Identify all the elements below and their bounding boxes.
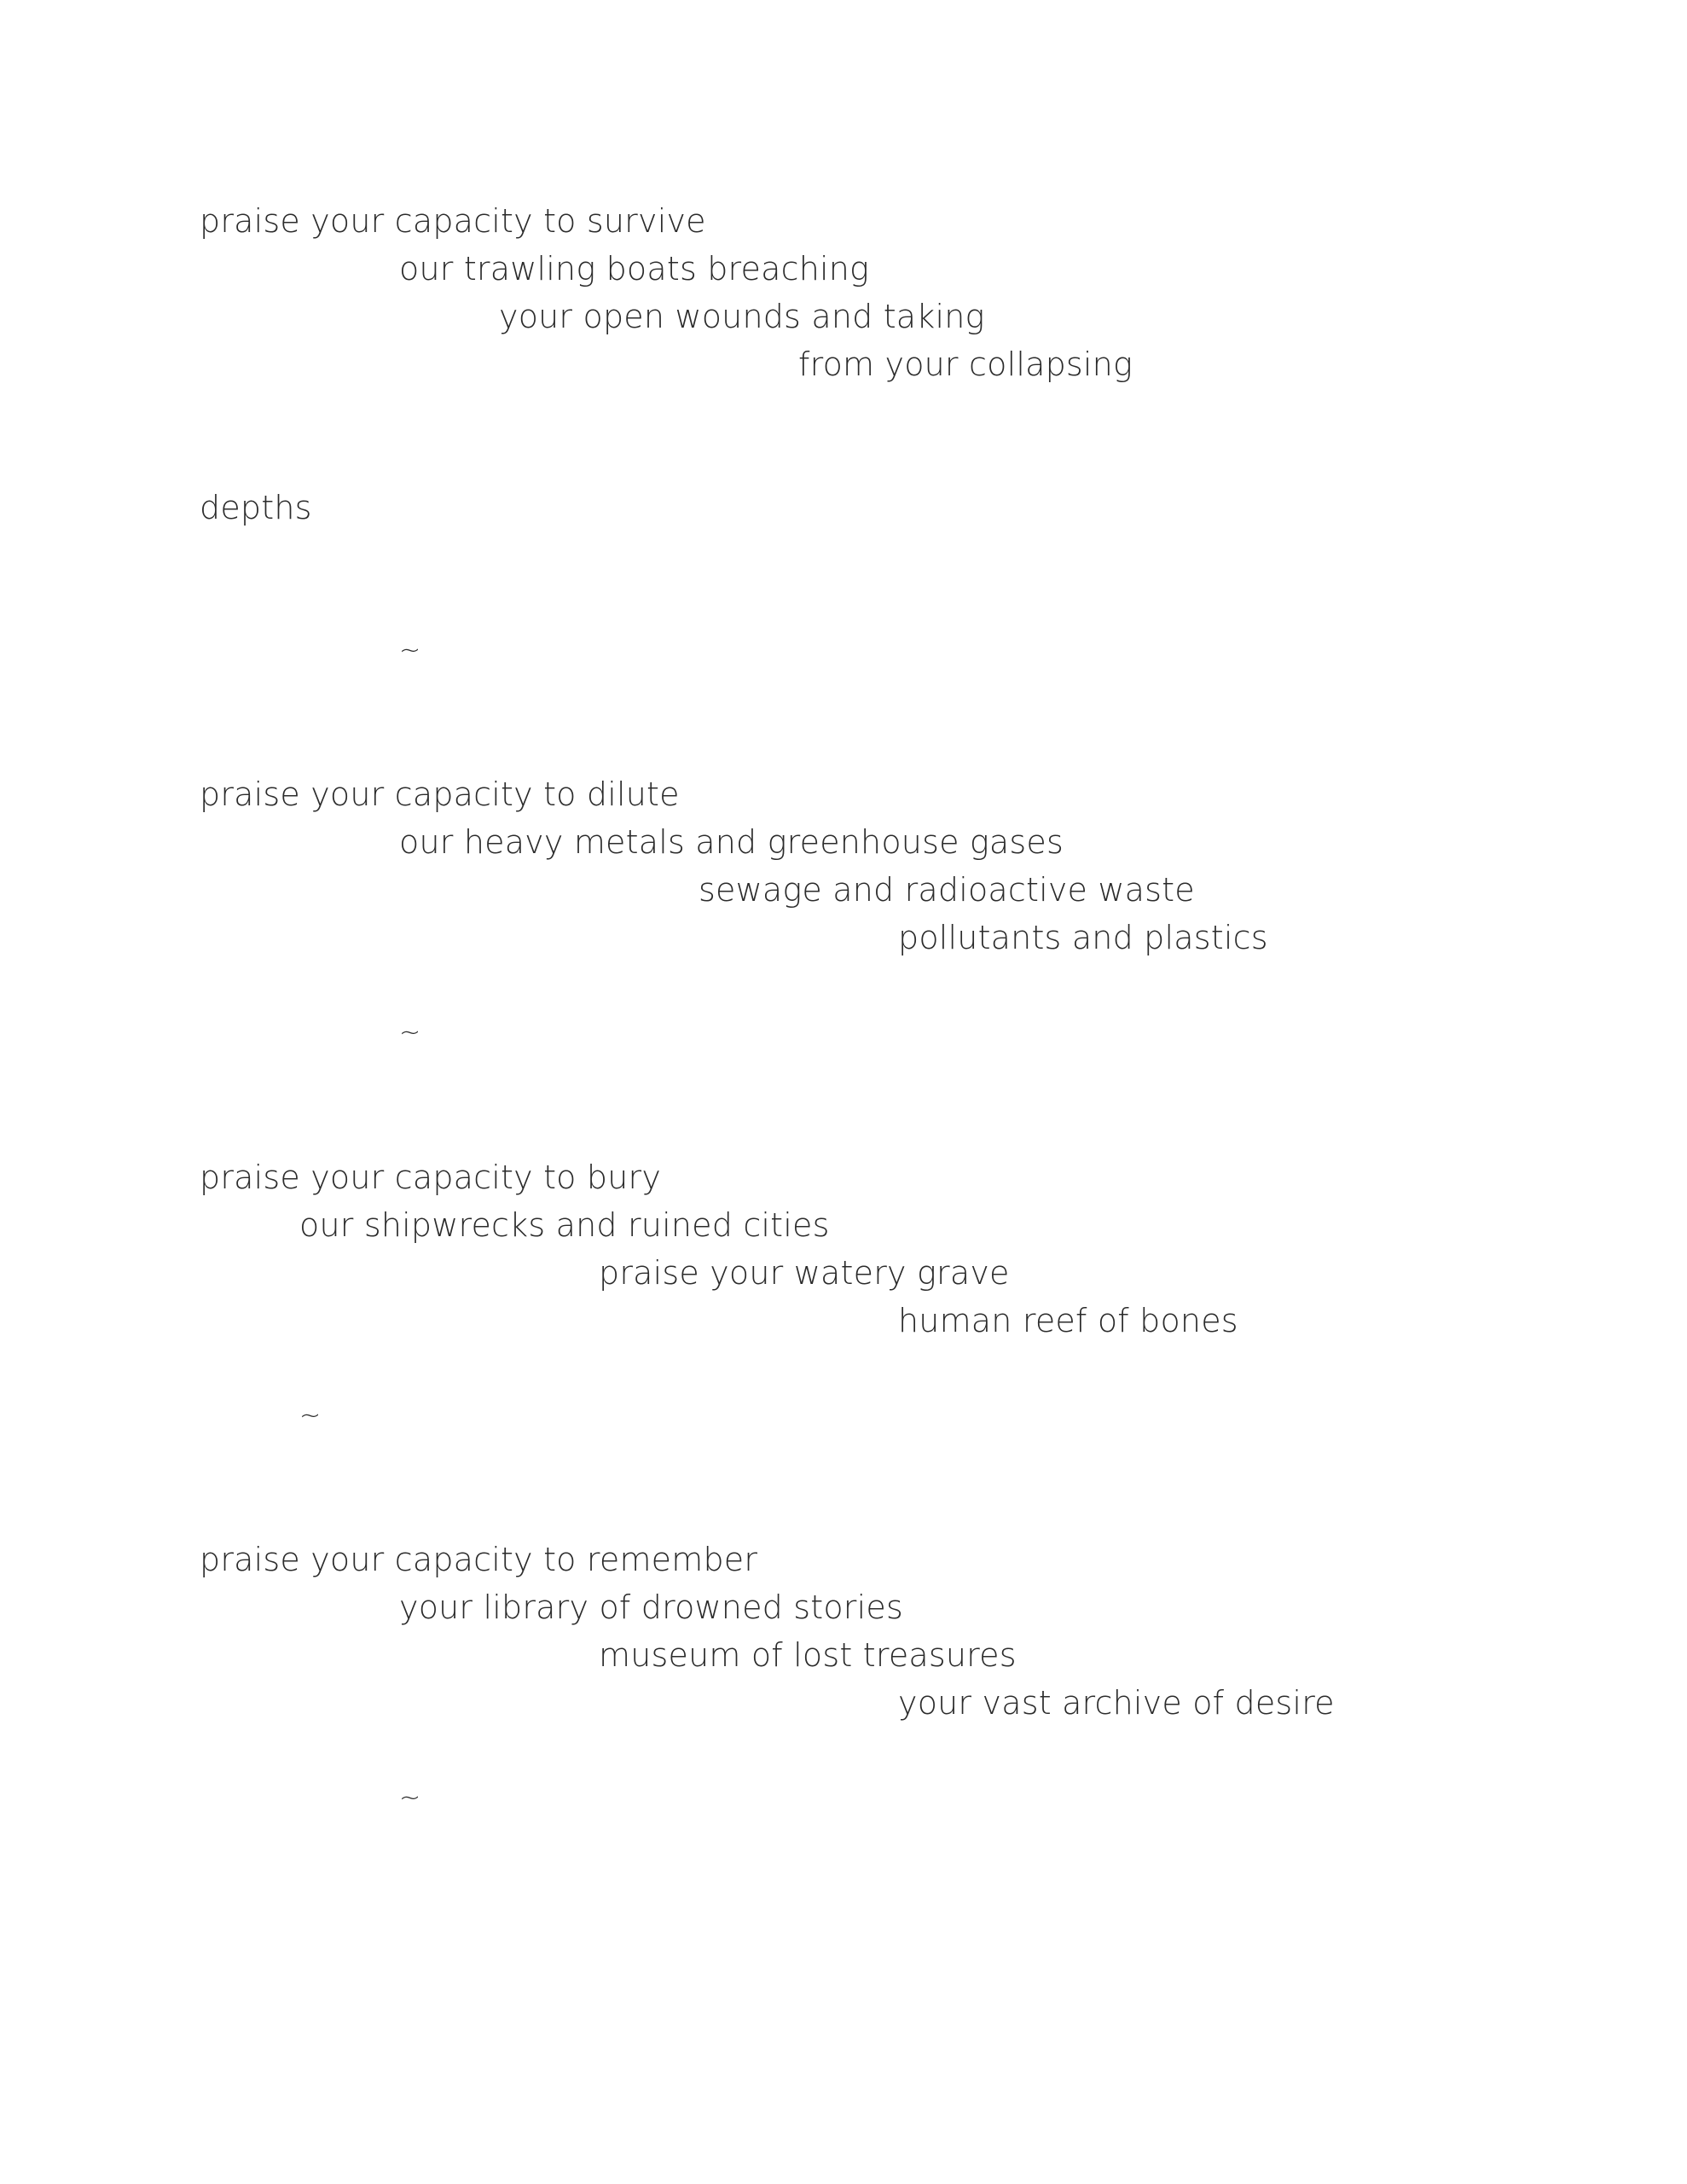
stanza-separator: ~ — [399, 1783, 421, 1813]
poem-line: depths — [200, 489, 312, 526]
poem-line: your vast archive of desire — [898, 1684, 1335, 1722]
poem-line: pollutants and plastics — [898, 919, 1268, 956]
poem-line: our trawling boats breaching — [399, 250, 870, 288]
poem-line: praise your capacity to dilute — [200, 775, 680, 813]
stanza-separator: ~ — [399, 1018, 421, 1048]
poem-line: your library of drowned stories — [399, 1589, 903, 1626]
poem-line: praise your capacity to remember — [200, 1541, 758, 1578]
stanza-separator: ~ — [299, 1401, 322, 1431]
poem-line: museum of lost treasures — [599, 1636, 1017, 1674]
stanza-separator: ~ — [399, 636, 421, 665]
poem-line: from your collapsing — [798, 346, 1133, 383]
poem-line: your open wounds and taking — [499, 298, 985, 335]
poem-line: sewage and radioactive waste — [699, 871, 1195, 909]
poem-line: our heavy metals and greenhouse gases — [399, 823, 1064, 861]
poem-line: praise your capacity to survive — [200, 202, 706, 240]
poem-line: human reef of bones — [898, 1302, 1238, 1339]
poem-line: praise your capacity to bury — [200, 1159, 662, 1196]
poem-line: praise your watery grave — [599, 1254, 1010, 1292]
poem-line: our shipwrecks and ruined cities — [299, 1206, 830, 1244]
